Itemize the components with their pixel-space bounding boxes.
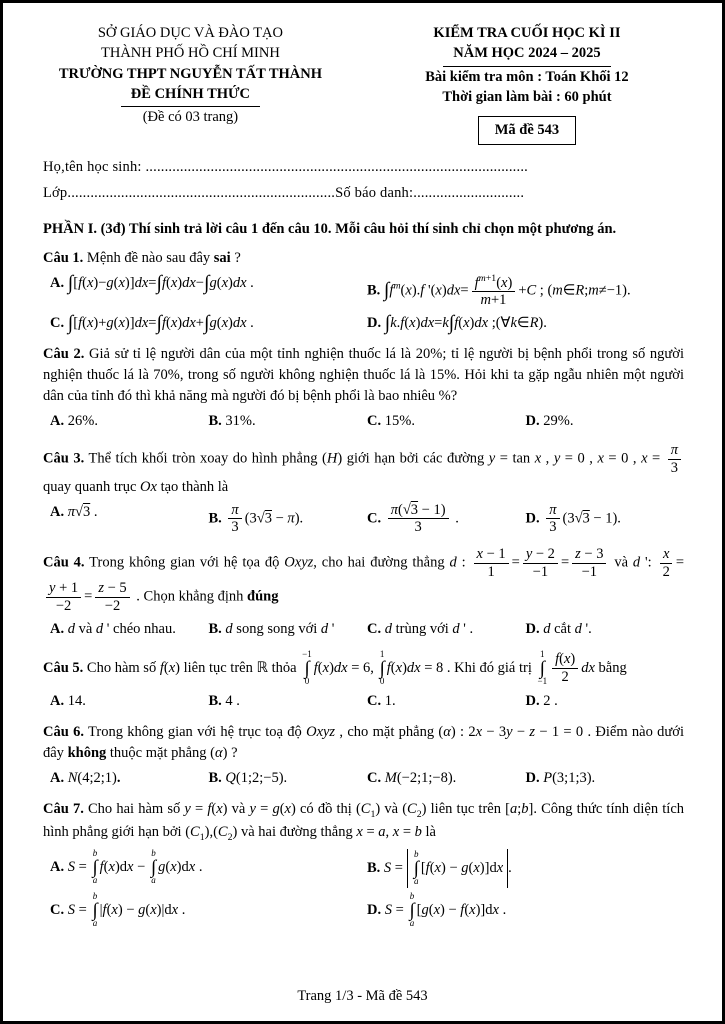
exam-title-line: KIỂM TRA CUỐI HỌC KÌ II [433, 25, 621, 41]
department-line: SỞ GIÁO DỤC VÀ ĐÀO TẠO [97, 25, 283, 41]
question-options [43, 409, 684, 434]
school-year-label: NĂM HỌC 2024 – 2025 [443, 43, 610, 66]
option-key: D. [367, 901, 382, 918]
option-D: D. ∫k.f(x)dx=k∫f(x)dx ;(∀k∈R). [367, 312, 547, 335]
option-key: D. [367, 315, 382, 332]
option-key: A. [50, 858, 65, 875]
question-label: Câu 4. [43, 554, 85, 571]
question-label: Câu 1. [43, 249, 84, 266]
question-options [43, 500, 684, 538]
official-exam-label: ĐỀ CHÍNH THỨC [121, 84, 260, 107]
option-B: B. Q(1;2;−5). [208, 769, 288, 786]
question-text: Câu 6. Trong không gian với hệ trục toạ độ Oxyz , cho mặt phẳng (α) : 2x − 3y − z − 1 = 0 . Điểm nào dưới đây không thuộc mặt phẳng (α) ? [43, 723, 684, 761]
header-exam-block [370, 23, 684, 145]
question-options [43, 617, 684, 642]
option-C: C. 15%. [367, 413, 415, 430]
option-C: C. ∫[f(x)+g(x)]dx=∫f(x)dx+∫g(x)dx . [50, 312, 254, 335]
question-text: Câu 2. Giả sử tỉ lệ người dân của một tỉnh nghiện thuốc lá là 20%; tỉ lệ người bị bệnh phổi trong số người nghiện thuốc lá là 70%, trong số người không nghiện thuốc lá là 15%. Hỏi khi ta gặp ngẫu nhiên một người dân của tỉnh đó thì khả năng mà người đó bị bệnh phổi là bao nhiêu %? [43, 346, 684, 405]
duration-line: Thời gian làm bài : 60 phút [442, 88, 612, 105]
option-key: B. [208, 769, 222, 786]
option-D: D. 2 . [525, 692, 558, 709]
option-A: A. π√3 . [50, 503, 98, 520]
question [43, 799, 684, 931]
option-C: C. $\frac{\pi(√3 - 1)}{3}$ . [367, 501, 459, 536]
option-key: C. [367, 620, 382, 637]
page-footer: Trang 1/3 - Mã đề 543 [297, 987, 428, 1004]
question-text: Câu 1. Mệnh đề nào sau đây sai ? [43, 249, 241, 266]
question-options [43, 271, 684, 336]
option-key: A. [50, 769, 65, 786]
option-A: A. N(4;2;1). [50, 769, 121, 786]
question-label: Câu 3. [43, 450, 85, 467]
questions-list [43, 248, 684, 931]
city-line: THÀNH PHỐ HỒ CHÍ MINH [101, 45, 280, 62]
question-options [43, 847, 684, 931]
question-options [43, 689, 684, 714]
question-label: Câu 7. [43, 800, 84, 817]
option-key: B. [208, 510, 222, 527]
exam-code-wrap [370, 116, 684, 145]
student-info [43, 155, 684, 206]
option-key: C. [367, 510, 382, 527]
question [43, 546, 684, 642]
question [43, 650, 684, 714]
option-D: D. S = b ∫ a [g(x) − f(x)]dx . [367, 890, 507, 928]
option-key: A. [50, 620, 65, 637]
pages-note: (Đề có 03 trang) [142, 109, 239, 126]
question [43, 442, 684, 538]
school-year-line [370, 43, 684, 66]
question-text: Câu 3. Thể tích khối tròn xoay do hình phẳng (H) giới hạn bởi các đường y = tan x , y = 0 , x = 0 , x = $\frac{\pi}{3}$ quay quanh trục Ox tạo thành là [43, 442, 684, 497]
question-text: Câu 7. Cho hai hàm số y = f(x) và y = g(x) có đồ thị $(C_1)$ và $(C_2)$ liên tục trên [a;b]. Công thức tính diện tích hình phẳng giới hạn bởi $(C_1),(C_2)$ và hai đường thẳng x = a, x = b là [43, 800, 685, 843]
option-B: B. S = b ∫ a [f(x) − g(x)]dx . [367, 848, 512, 886]
option-key: A. [50, 413, 65, 430]
student-name-line: Họ,tên học sinh: .................................................................................................... [43, 159, 528, 176]
option-key: B. [208, 620, 222, 637]
option-key: B. [367, 859, 381, 876]
exam-header [43, 23, 684, 145]
option-key: C. [367, 413, 382, 430]
question [43, 344, 684, 434]
option-key: A. [50, 692, 65, 709]
option-key: D. [525, 510, 540, 527]
question-options [43, 766, 684, 791]
option-key: B. [367, 282, 381, 299]
option-key: C. [50, 901, 65, 918]
header-school-block [43, 23, 338, 145]
option-C: C. S = b ∫ a |f(x) − g(x)|dx . [50, 890, 186, 928]
option-D: D. d cắt d '. [525, 620, 592, 637]
question [43, 248, 684, 336]
option-key: D. [525, 692, 540, 709]
option-key: A. [50, 503, 65, 520]
question-text: Câu 4. Trong không gian với hệ tọa độ Oxyz, cho hai đường thẳng d : $\frac{x - 1}{1}$ = $\frac{y - 2}{-1}$ = $\frac{z - 3}{-1}$ và d ': $\frac{x}{2}$ = $\frac{y + 1}{-2}$ = $\frac{z - 5}{-2}$ . Chọn khẳng định đúng [43, 545, 685, 614]
option-key: D. [525, 769, 540, 786]
option-key: D. [525, 413, 540, 430]
option-B: B. 4 . [208, 692, 240, 709]
option-B: B. $\frac{\pi}{3}$ (3√3 − π). [208, 501, 304, 536]
option-B: B. d song song với d ' [208, 620, 335, 637]
option-key: B. [208, 413, 222, 430]
option-key: C. [367, 692, 382, 709]
subject-line: Bài kiểm tra môn : Toán Khối 12 [425, 68, 629, 85]
option-A: A. ∫[f(x)−g(x)]dx=∫f(x)dx−∫g(x)dx . [50, 271, 254, 294]
question-text: Câu 5. Cho hàm số f(x) liên tục trên ℝ thỏa −1 ∫ 0 f(x)dx = 6, 1 ∫ 0 f(x)dx = 8 . Khi đó giá trị 1 ∫ −1 $\frac{f(x)}{2}$ dx bằng [43, 648, 627, 686]
part1-heading: PHẦN I. (3đ) Thí sinh trả lời câu 1 đến câu 10. Mỗi câu hỏi thí sinh chỉ chọn một phương án. [43, 220, 617, 237]
school-line: TRƯỜNG THPT NGUYỄN TẤT THÀNH [58, 65, 323, 82]
option-key: A. [50, 274, 65, 291]
question-label: Câu 6. [43, 723, 84, 740]
question-label: Câu 2. [43, 346, 85, 363]
option-D: D. $\frac{\pi}{3}$ (3√3 − 1). [525, 501, 621, 536]
option-key: B. [208, 692, 222, 709]
option-C: C. 1. [367, 692, 396, 709]
option-key: C. [50, 315, 65, 332]
option-C: C. d trùng với d ' . [367, 620, 474, 637]
option-A: A. 26%. [50, 413, 98, 430]
official-exam-line [43, 84, 338, 107]
option-B: B. 31%. [208, 413, 256, 430]
question-label: Câu 5. [43, 659, 84, 676]
option-D: D. 29%. [525, 413, 574, 430]
option-C: C. M(−2;1;−8). [367, 769, 457, 786]
option-A: A. S = b ∫ a f(x)dx − b ∫ a g(x)dx . [50, 847, 203, 885]
option-A: A. d và d ' chéo nhau. [50, 620, 176, 637]
option-D: D. P(3;1;3). [525, 769, 596, 786]
option-A: A. 14. [50, 692, 86, 709]
option-key: C. [367, 769, 382, 786]
option-B: B. $\int f^m(x).f$ '(x)dx= $\frac{f^{m+1}(x)}{m+1}$ +C ; (m∈R;m≠−1). [367, 272, 631, 309]
student-class-line: Lớp......................................................................Số báo danh:............................. [43, 184, 525, 201]
option-key: D. [525, 620, 540, 637]
question [43, 722, 684, 791]
exam-code-box: Mã đề 543 [478, 116, 576, 145]
